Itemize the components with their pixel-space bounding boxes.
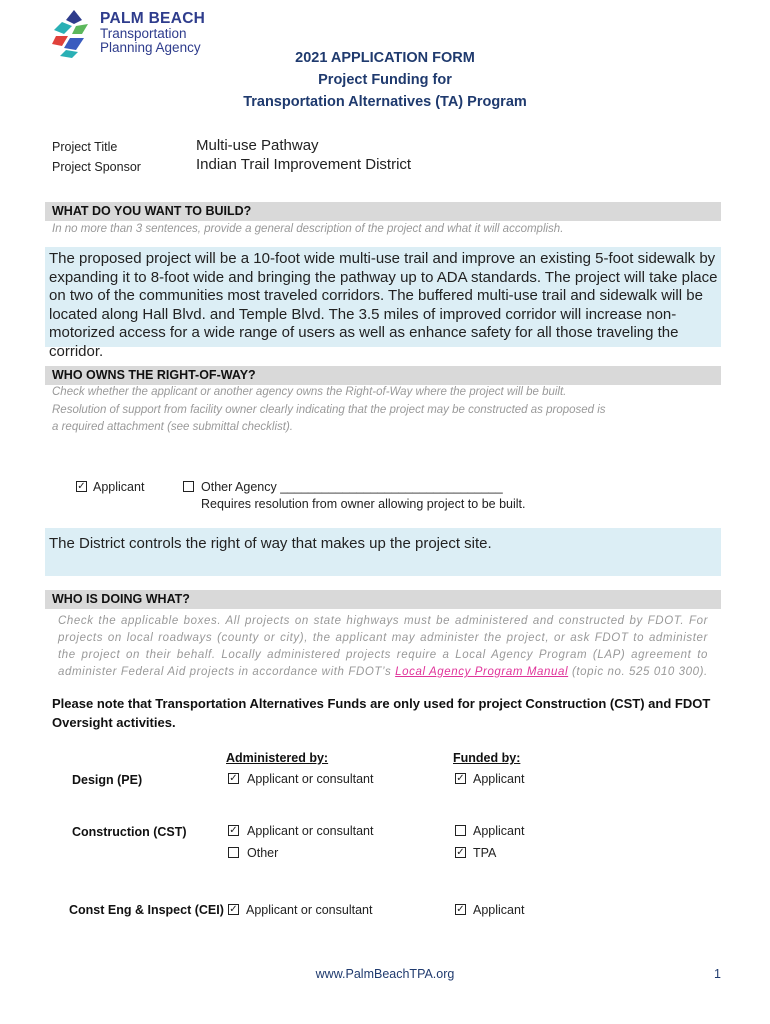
row-section-heading: WHO OWNS THE RIGHT-OF-WAY? — [45, 366, 721, 385]
cei-funded-applicant-label: Applicant — [473, 903, 525, 917]
construction-admin-applicant-label: Applicant or consultant — [247, 824, 374, 838]
project-sponsor-field[interactable]: Indian Trail Improvement District — [196, 156, 412, 173]
row-hint-2: Resolution of support from facility owner clearly indicating that the project may be constructed as proposed is — [52, 404, 606, 416]
design-funded-applicant-label: Applicant — [473, 772, 525, 786]
construction-funded-applicant-checkbox[interactable] — [455, 825, 466, 836]
lap-manual-link[interactable]: Local Agency Program Manual — [395, 666, 569, 678]
project-title-field[interactable]: Multi-use Pathway — [196, 137, 319, 154]
page-number: 1 — [714, 967, 721, 981]
construction-funded-tpa-label: TPA — [473, 846, 497, 860]
logo-text-line3: Planning Agency — [100, 40, 201, 55]
build-section-heading: WHAT DO YOU WANT TO BUILD? — [45, 202, 721, 221]
cei-funded-applicant-checkbox[interactable]: ✓ — [456, 904, 465, 915]
design-row-label: Design (PE) — [72, 773, 143, 787]
construction-row-label: Construction (CST) — [72, 825, 187, 839]
other-agency-option-label: Other Agency ________________________________ — [201, 480, 503, 494]
ta-funds-note: Please note that Transportation Alternatives Funds are only used for project Construction (CST) and FDOT Oversight activities. — [52, 696, 711, 730]
project-sponsor-label: Project Sponsor — [52, 160, 141, 174]
form-subtitle-1: Project Funding for — [318, 72, 452, 88]
logo-text-line1: PALM BEACH — [100, 10, 206, 27]
other-agency-checkbox[interactable] — [183, 481, 194, 492]
build-answer-text: The proposed project will be a 10-foot wide multi-use trail and improve an existing 5-foot sidewalk by expanding it to 8-foot wide and bringing the pathway up to ADA standards. The project will take place on two of the communities most traveled corridors. The buffered multi-use trail and sidewalk will be located along Hall Blvd. and Temple Blvd. The 3.5 miles of improved corridor will increase non-motorized access for a wide range of users as well as enhance safety for all those traveling the corridor. — [49, 250, 718, 360]
funded-by-heading: Funded by: — [453, 751, 521, 765]
row-hint-1: Check whether the applicant or another agency owns the Right-of-Way where the project will be built. — [52, 386, 567, 398]
build-hint: In no more than 3 sentences, provide a general description of the project and what it will accomplish. — [52, 223, 564, 235]
applicant-checkbox[interactable]: ✓ — [77, 481, 86, 492]
who-hint-text-end: (topic no. 525 010 300). — [568, 666, 708, 678]
footer-website-link[interactable]: www.PalmBeachTPA.org — [315, 967, 455, 981]
form-title: 2021 APPLICATION FORM — [295, 50, 475, 66]
applicant-option-label: Applicant — [93, 480, 145, 494]
construction-admin-applicant-checkbox[interactable]: ✓ — [229, 825, 238, 836]
who-hint-text: Check the applicable boxes. All projects on state highways must be administered and constructed by FDOT. For projects on local roadways (county or city), the applicant may administer the project, or ask FDOT to administer the project on their behalf. Locally administered projects require a Local Agency Program (LAP) agreement to administer Federal Aid projects in accordance with FDOT’s — [58, 615, 708, 678]
construction-funded-tpa-checkbox[interactable]: ✓ — [456, 847, 465, 858]
cei-admin-applicant-checkbox[interactable]: ✓ — [229, 904, 238, 915]
design-admin-applicant-checkbox[interactable]: ✓ — [229, 773, 238, 784]
who-section-heading: WHO IS DOING WHAT? — [45, 590, 721, 609]
form-subtitle-2: Transportation Alternatives (TA) Program — [243, 94, 527, 110]
who-hint — [58, 613, 708, 681]
cei-row-label: Const Eng & Inspect (CEI) — [69, 903, 224, 917]
logo-text-line2: Transportation — [100, 26, 187, 41]
project-title-label: Project Title — [52, 140, 118, 154]
other-agency-note: Requires resolution from owner allowing project to be built. — [201, 497, 526, 511]
row-hint-3: a required attachment (see submittal checklist). — [52, 421, 293, 433]
design-funded-applicant-checkbox[interactable]: ✓ — [456, 773, 465, 784]
design-admin-applicant-label: Applicant or consultant — [247, 772, 374, 786]
construction-funded-applicant-label: Applicant — [473, 824, 525, 838]
construction-admin-other-label: Other — [247, 846, 279, 860]
cei-admin-applicant-label: Applicant or consultant — [246, 903, 373, 917]
row-answer-text: The District controls the right of way that makes up the project site. — [49, 535, 492, 552]
row-answer-field[interactable] — [45, 528, 721, 576]
construction-admin-other-checkbox[interactable] — [228, 847, 239, 858]
administered-by-heading: Administered by: — [226, 751, 329, 765]
build-answer-field[interactable] — [45, 247, 721, 360]
